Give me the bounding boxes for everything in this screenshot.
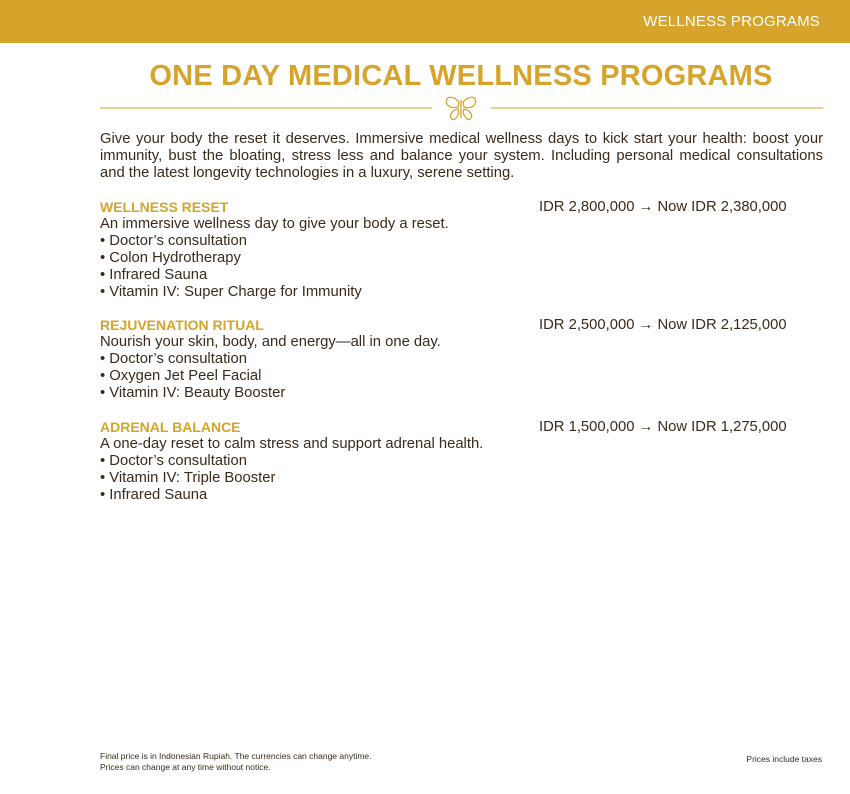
program-item-list	[100, 453, 823, 504]
footer-note-line: Prices can change at any time without notice.	[100, 762, 271, 772]
list-item: • Doctor’s consultation	[100, 233, 247, 249]
intro-paragraph: Give your body the reset it deserves. Immersive medical wellness days to kick start your health: boost your immunity, bust the bloating, stress less and balance your system. Including personal medical consultations and the latest longevity technologies in a luxury, serene setting.	[100, 131, 823, 181]
list-item: • Doctor’s consultation	[100, 351, 247, 367]
list-item: • Oxygen Jet Peel Facial	[100, 368, 262, 384]
list-item: • Vitamin IV: Triple Booster	[100, 470, 276, 486]
program-name: REJUVENATION RITUAL	[100, 317, 264, 333]
tax-note: Prices include taxes	[746, 754, 822, 764]
list-item: • Vitamin IV: Super Charge for Immunity	[100, 284, 362, 300]
program-price: IDR 2,800,000 → Now IDR 2,380,000	[539, 199, 787, 215]
program-item-list	[100, 233, 823, 301]
footer-note	[100, 751, 372, 773]
footer-note-line: Final price is in Indonesian Rupiah. The currencies can change anytime.	[100, 751, 372, 761]
page-title: ONE DAY MEDICAL WELLNESS PROGRAMS	[149, 60, 773, 92]
program-item-list	[100, 351, 823, 402]
program-name: ADRENAL BALANCE	[100, 419, 241, 435]
program-name: WELLNESS RESET	[100, 199, 229, 215]
list-item: • Infrared Sauna	[100, 267, 208, 283]
program-wellness-reset	[100, 199, 823, 301]
program-description: An immersive wellness day to give your body a reset.	[100, 216, 449, 232]
program-adrenal-balance	[100, 419, 823, 504]
header-bar	[0, 0, 850, 43]
section-label: WELLNESS PROGRAMS	[643, 13, 820, 30]
program-description: Nourish your skin, body, and energy—all in one day.	[100, 334, 441, 350]
program-description: A one-day reset to calm stress and support adrenal health.	[100, 436, 484, 452]
list-item: • Doctor’s consultation	[100, 453, 247, 469]
list-item: • Infrared Sauna	[100, 487, 208, 503]
program-price: IDR 2,500,000 → Now IDR 2,125,000	[539, 317, 787, 333]
butterfly-ornament-icon	[446, 97, 475, 119]
list-item: • Vitamin IV: Beauty Booster	[100, 385, 286, 401]
program-price: IDR 1,500,000 → Now IDR 1,275,000	[539, 419, 787, 435]
title-divider	[100, 94, 823, 124]
program-rejuvenation-ritual	[100, 317, 823, 402]
list-item: • Colon Hydrotherapy	[100, 250, 241, 266]
